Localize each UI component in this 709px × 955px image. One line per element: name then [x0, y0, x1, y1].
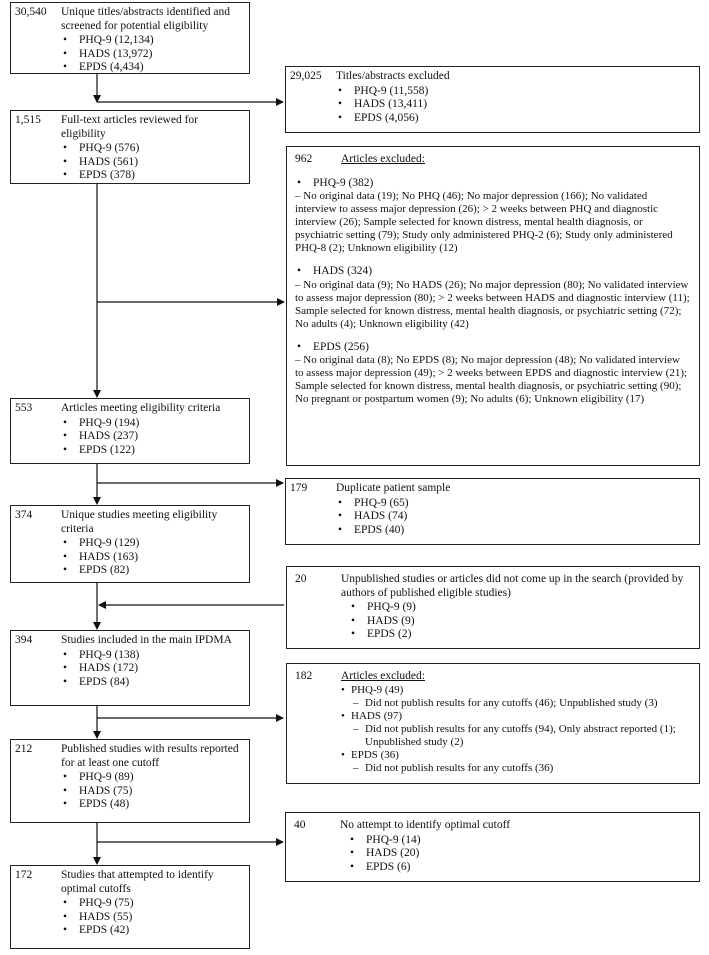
box-count: 962 [295, 153, 313, 165]
box-title: Studies that attempted to identify optimal cutoffs [61, 869, 214, 895]
box-ft-excluded [286, 146, 700, 466]
list-item: • EPDS (48) [61, 798, 245, 812]
box-unique [10, 505, 250, 583]
box-count: 374 [15, 509, 33, 521]
list-item: • PHQ-9 (12,134) [61, 34, 245, 48]
box-count: 182 [295, 670, 313, 682]
box-count: 394 [15, 634, 33, 646]
list-item: • EPDS (122) [61, 444, 245, 458]
box-count: 1,515 [15, 114, 41, 126]
box-count: 212 [15, 743, 33, 755]
list-item: • EPDS (378) [61, 169, 245, 183]
list-item: • EPDS (82) [61, 564, 245, 578]
list-item: • HADS (13,972) [61, 48, 245, 62]
list-item: • PHQ-9 (75) [61, 897, 245, 911]
group-text: – No original data (19); No PHQ (46); No major depression (166); No validated interview to assess major depression (26); > 2 weeks between PHQ and diagnostic interview (26); Sample selected for known distress, mental health diagnosis, or psychiatric setting (79); Study only administered PHQ-2 (6); Study only administered PHQ-8 (2); Unknown eligibility (12) [295, 190, 673, 254]
box-count: 179 [290, 482, 308, 494]
list-item: • PHQ-9 (65) [336, 497, 695, 511]
group-name: • EPDS (256) [295, 341, 691, 355]
box-duplicate [285, 478, 700, 545]
group-text: – No original data (9); No HADS (26); No major depression (80); No validated interview to assess major depression (80); > 2 weeks between HADS and diagnostic interview (11); Sample selected for known distress, mental health diagnosis, or psychiatric setting (72); No adults (4); Unknown eligibility (42) [295, 278, 690, 330]
box-title: Published studies with results reported for at least one cutoff [61, 743, 239, 769]
list-item: • PHQ-9 (14) [348, 834, 691, 848]
list-item: • EPDS (2) [349, 628, 691, 642]
box-no-attempt [285, 812, 700, 882]
box-count: 29,025 [290, 70, 322, 82]
group-detail: – Did not publish results for any cutoffs (94), Only abstract reported (1); Unpublished study (2) [351, 723, 691, 749]
group-hads [295, 265, 691, 331]
group-name: • HADS (97) [341, 710, 691, 723]
box-art-excluded2 [286, 663, 700, 784]
list-item: • HADS (9) [349, 615, 691, 629]
group-detail: – Did not publish results for any cutoffs (36) [351, 762, 691, 775]
list-item: • HADS (237) [61, 430, 245, 444]
list-item: • EPDS (40) [336, 524, 695, 538]
list-item: • HADS (172) [61, 662, 245, 676]
box-title: Full-text articles reviewed for eligibility [61, 114, 198, 140]
group-name: • PHQ-9 (49) [341, 684, 691, 697]
list-item: • EPDS (6) [348, 861, 691, 875]
group-phq9 [295, 177, 691, 256]
box-optimal [10, 865, 250, 949]
box-title: Articles excluded: [341, 153, 425, 165]
box-title: Articles meeting eligibility criteria [61, 402, 221, 414]
list-item: • PHQ-9 (138) [61, 649, 245, 663]
list-item: • HADS (74) [336, 510, 695, 524]
box-title: Articles excluded: [341, 670, 425, 682]
box-count: 20 [295, 573, 307, 585]
box-title: Unique studies meeting eligibility criteria [61, 509, 218, 535]
box-identified [10, 2, 250, 74]
list-item: • PHQ-9 (129) [61, 537, 245, 551]
list-item: • EPDS (42) [61, 924, 245, 938]
group-name: • PHQ-9 (382) [295, 177, 691, 191]
box-title: No attempt to identify optimal cutoff [340, 819, 511, 831]
list-item: • PHQ-9 (9) [349, 601, 691, 615]
list-item: • PHQ-9 (11,558) [336, 85, 695, 99]
list-item: • EPDS (4,056) [336, 112, 695, 126]
box-count: 553 [15, 402, 33, 414]
group-detail: – Did not publish results for any cutoffs (46); Unpublished study (3) [351, 697, 691, 710]
group-text: – No original data (8); No EPDS (8); No major depression (48); No validated interview to assess major depression (49); > 2 weeks between EPDS and diagnostic interview (21); Sample selected for known distress, mental health diagnosis, or psychiatric setting (90); No pregnant or postpartum women (9); No adults (6); Unknown eligibility (17) [295, 354, 688, 405]
group-epds [295, 341, 691, 407]
list-item: • PHQ-9 (194) [61, 417, 245, 431]
list-item: • PHQ-9 (576) [61, 142, 245, 156]
box-included [10, 630, 250, 706]
list-item: • EPDS (4,434) [61, 61, 245, 75]
box-count: 172 [15, 869, 33, 881]
box-fulltext [10, 110, 250, 184]
box-ta-excluded [285, 66, 700, 133]
list-item: • HADS (20) [348, 847, 691, 861]
box-unpublished [286, 566, 700, 649]
box-title: Unpublished studies or articles did not come up in the search (provided by authors of published eligible studies) [341, 573, 684, 599]
list-item: • HADS (561) [61, 156, 245, 170]
box-eligible [10, 398, 250, 464]
list-item: • HADS (55) [61, 911, 245, 925]
box-title: Unique titles/abstracts identified and screened for potential eligibility [61, 6, 230, 32]
list-item: • HADS (75) [61, 785, 245, 799]
box-title: Studies included in the main IPDMA [61, 634, 232, 646]
list-item: • EPDS (84) [61, 676, 245, 690]
list-item: • PHQ-9 (89) [61, 771, 245, 785]
box-title: Titles/abstracts excluded [336, 70, 450, 82]
list-item: • HADS (13,411) [336, 98, 695, 112]
box-published [10, 739, 250, 823]
group-name: • EPDS (36) [341, 749, 691, 762]
group-name: • HADS (324) [295, 265, 691, 279]
box-count: 40 [294, 819, 306, 831]
box-title: Duplicate patient sample [336, 482, 451, 494]
list-item: • HADS (163) [61, 551, 245, 565]
box-count: 30,540 [15, 6, 47, 18]
